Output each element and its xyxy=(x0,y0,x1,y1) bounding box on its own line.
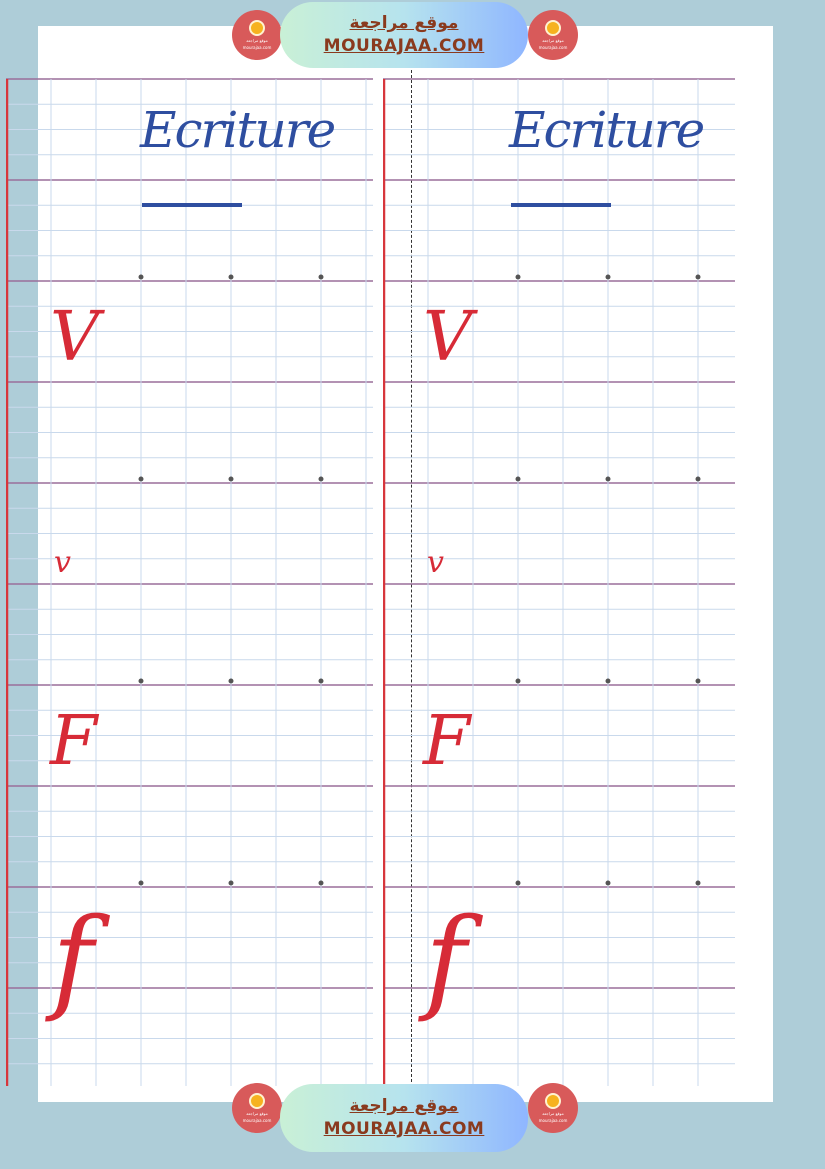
model-letter: F xyxy=(423,702,471,781)
model-letter: v xyxy=(54,545,71,580)
worksheet-title: Ecriture xyxy=(509,101,704,159)
title-underline xyxy=(142,203,242,207)
logo-badge-icon: موقع مراجعة mourajaa.com xyxy=(528,10,578,60)
model-letter: f xyxy=(52,895,94,1025)
header-arabic-text: موقع مراجعة xyxy=(349,13,459,33)
title-underline xyxy=(511,203,611,207)
logo-badge-icon: موقع مراجعة mourajaa.com xyxy=(232,10,282,60)
footer-banner[interactable] xyxy=(280,1084,528,1152)
model-letter: f xyxy=(425,895,467,1025)
model-letter: V xyxy=(423,298,473,377)
model-letter: F xyxy=(50,702,98,781)
model-letter: V xyxy=(50,298,100,377)
model-letter: v xyxy=(427,545,444,580)
worksheet-column-right xyxy=(383,52,735,1090)
header-site-link[interactable]: MOURAJAA.COM xyxy=(323,36,485,56)
logo-badge-icon: موقع مراجعة mourajaa.com xyxy=(528,1083,578,1133)
worksheet-column-left xyxy=(6,52,373,1090)
logo-badge-icon: موقع مراجعة mourajaa.com xyxy=(232,1083,282,1133)
worksheet-title: Ecriture xyxy=(140,101,335,159)
footer-arabic-text: موقع مراجعة xyxy=(349,1096,459,1116)
footer-site-link[interactable]: MOURAJAA.COM xyxy=(323,1119,485,1139)
